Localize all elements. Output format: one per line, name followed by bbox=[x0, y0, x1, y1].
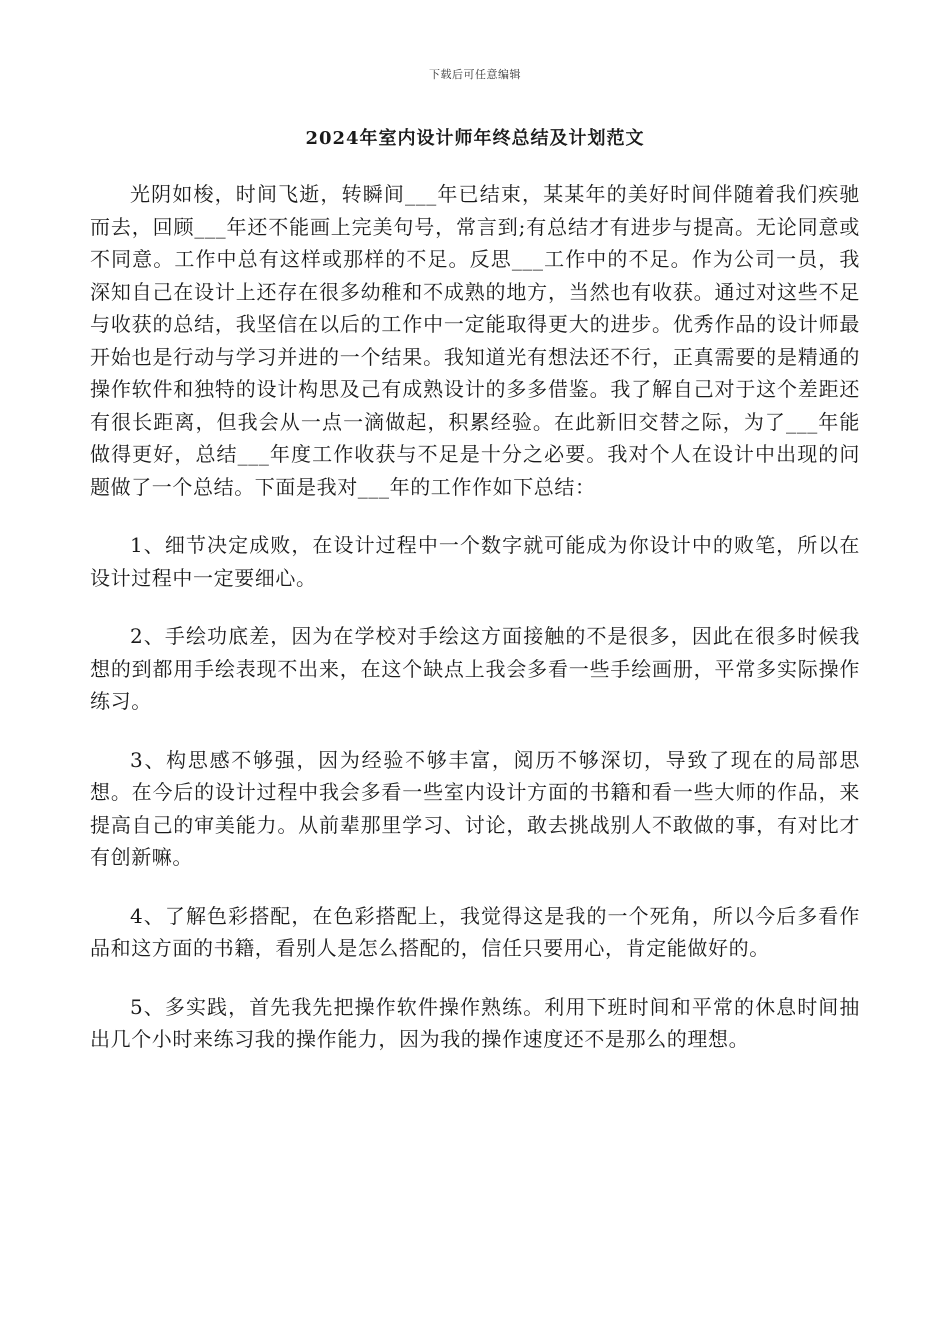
document-title: 2024年室内设计师年终总结及计划范文 bbox=[305, 128, 645, 149]
document-body bbox=[90, 178, 860, 1082]
summary-item-3: 3、构思感不够强，因为经验不够丰富，阅历不够深切，导致了现在的局部思想。在今后的设计过程中我会多看一些室内设计方面的书籍和看一些大师的作品，来提高自己的审美能力。从前辈那里学习、讨论，敢去挑战别人不敢做的事，有对比才有创新嘛。 bbox=[90, 747, 860, 869]
summary-item-2: 2、手绘功底差，因为在学校对手绘这方面接触的不是很多，因此在很多时候我想的到都用手绘表现不出来，在这个缺点上我会多看一些手绘画册，平常多实际操作练习。 bbox=[90, 624, 860, 713]
summary-item-4: 4、了解色彩搭配，在色彩搭配上，我觉得这是我的一个死角，所以今后多看作品和这方面的书籍，看别人是怎么搭配的，信任只要用心，肯定能做好的。 bbox=[90, 903, 860, 960]
intro-paragraph: 光阴如梭，时间飞逝，转瞬间___年已结束，某某年的美好时间伴随着我们疾驰而去，回顾___年还不能画上完美句号，常言到;有总结才有进步与提高。无论同意或不同意。工作中总有这样或那样的不足。反思___工作中的不足。作为公司一员，我深知自己在设计上还存在很多幼稚和不成熟的地方，当然也有收获。通过对这些不足与收获的总结，我坚信在以后的工作中一定能取得更大的进步。优秀作品的设计师最开始也是行动与学习并进的一个结果。我知道光有想法还不行，正真需要的是精通的操作软件和独特的设计构思及己有成熟设计的多多借鉴。我了解自己对于这个差距还有很长距离，但我会从一点一滴做起，积累经验。在此新旧交替之际，为了___年能做得更好，总结___年度工作收获与不足是十分之必要。我对个人在设计中出现的问题做了一个总结。下面是我对___年的工作作如下总结： bbox=[90, 182, 860, 499]
summary-item-5: 5、多实践，首先我先把操作软件操作熟练。利用下班时间和平常的休息时间抽出几个小时来练习我的操作能力，因为我的操作速度还不是那么的理想。 bbox=[90, 994, 860, 1051]
summary-item-1: 1、细节决定成败，在设计过程中一个数字就可能成为你设计中的败笔，所以在设计过程中一定要细心。 bbox=[90, 533, 860, 590]
header-note: 下载后可任意编辑 bbox=[429, 68, 521, 81]
